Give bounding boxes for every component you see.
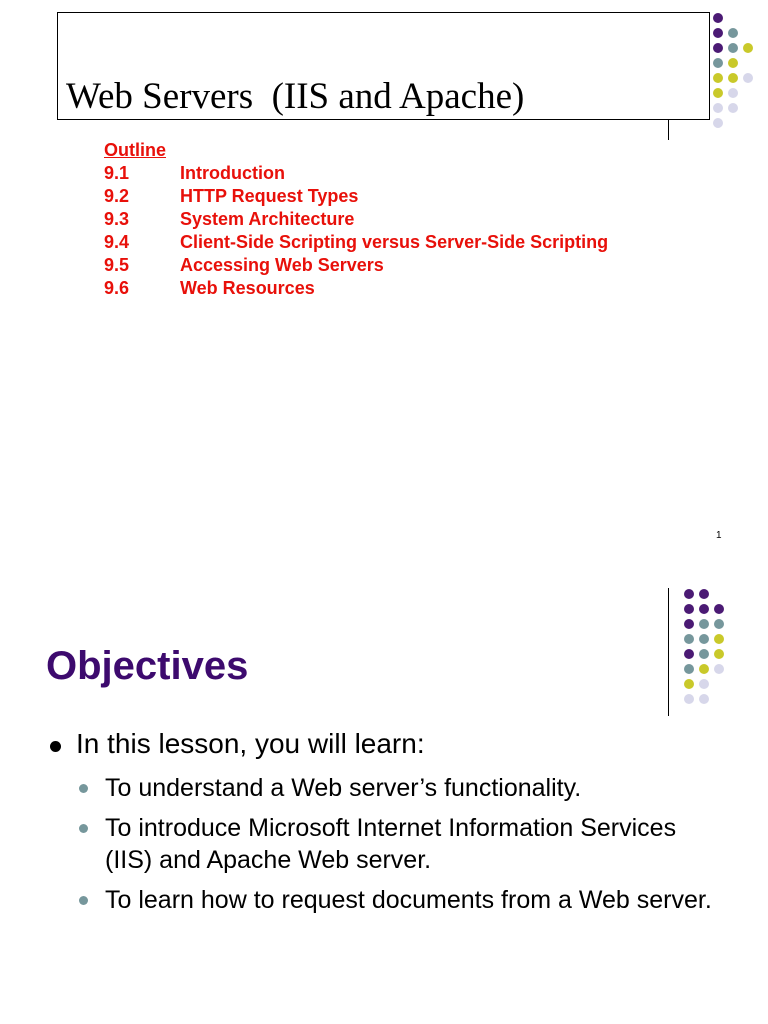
decorative-dot — [713, 58, 723, 68]
decorative-dot — [684, 634, 694, 644]
decorative-dot — [699, 649, 709, 659]
outline-heading: Outline — [104, 140, 166, 160]
decorative-dot — [743, 73, 753, 83]
slide-2 — [0, 560, 768, 1024]
outline-item — [104, 277, 608, 300]
decorative-dot — [699, 589, 709, 599]
decorative-dot — [728, 43, 738, 53]
list-item — [79, 884, 719, 916]
decorative-dot — [699, 634, 709, 644]
outline-number: 9.2 — [104, 186, 130, 206]
decorative-dot — [684, 589, 694, 599]
decorative-dot — [713, 43, 723, 53]
sub-bullet-list — [79, 772, 719, 924]
decorative-dot — [728, 28, 738, 38]
decorative-dot — [699, 679, 709, 689]
decorative-dot — [684, 664, 694, 674]
decorative-dot — [684, 679, 694, 689]
decorative-dot — [699, 664, 709, 674]
decorative-dot — [728, 103, 738, 113]
slide-title: Objectives — [46, 644, 249, 688]
decorative-dot — [684, 619, 694, 629]
main-bullet: In this lesson, you will learn: — [76, 728, 425, 759]
decorative-dot — [713, 88, 723, 98]
title-frame — [57, 12, 710, 120]
slide-number: 1 — [716, 530, 722, 541]
outline-label: Introduction — [180, 163, 285, 183]
bullet-icon — [50, 741, 61, 752]
outline-label: Accessing Web Servers — [180, 255, 384, 275]
outline-number: 9.1 — [104, 163, 130, 183]
bullet-icon — [79, 784, 88, 793]
decorative-dot — [699, 604, 709, 614]
outline-number: 9.6 — [104, 278, 130, 298]
decorative-dot — [728, 88, 738, 98]
decorative-dot — [714, 604, 724, 614]
outline-item — [104, 185, 608, 208]
outline-number: 9.4 — [104, 232, 130, 252]
outline-label: Web Resources — [180, 278, 315, 298]
outline-item — [104, 208, 608, 231]
divider-line — [668, 588, 669, 716]
sub-bullet-text: To introduce Microsoft Internet Information Services (IIS) and Apache Web server. — [105, 814, 677, 874]
decorative-dot — [684, 694, 694, 704]
outline-number: 9.3 — [104, 209, 130, 229]
outline-item — [104, 162, 608, 185]
decorative-dot — [713, 28, 723, 38]
slide-title: Web Servers (IIS and Apache) — [66, 76, 525, 117]
decorative-dot — [714, 649, 724, 659]
decorative-dot — [728, 58, 738, 68]
decorative-dot — [713, 103, 723, 113]
outline-item — [104, 254, 608, 277]
sub-bullet-text: To learn how to request documents from a Web server. — [105, 886, 712, 914]
outline-label: Client-Side Scripting versus Server-Side Scripting — [180, 232, 609, 252]
list-item — [79, 772, 719, 804]
sub-bullet-text: To understand a Web server’s functionality. — [105, 774, 582, 802]
decorative-dot — [714, 619, 724, 629]
decorative-dot — [728, 73, 738, 83]
bullet-icon — [79, 896, 88, 905]
decorative-dot — [713, 118, 723, 128]
decorative-dot — [684, 604, 694, 614]
divider-line — [668, 120, 669, 140]
outline — [104, 139, 608, 300]
decorative-dot — [684, 649, 694, 659]
outline-label: System Architecture — [180, 209, 355, 229]
decorative-dot — [699, 694, 709, 704]
list-item — [79, 812, 719, 876]
outline-label: HTTP Request Types — [180, 186, 359, 206]
decorative-dot — [713, 13, 723, 23]
outline-number: 9.5 — [104, 255, 130, 275]
decorative-dot — [714, 634, 724, 644]
decorative-dot — [743, 43, 753, 53]
decorative-dot — [714, 664, 724, 674]
decorative-dot — [713, 73, 723, 83]
outline-item — [104, 231, 608, 254]
bullet-icon — [79, 824, 88, 833]
decorative-dot — [699, 619, 709, 629]
